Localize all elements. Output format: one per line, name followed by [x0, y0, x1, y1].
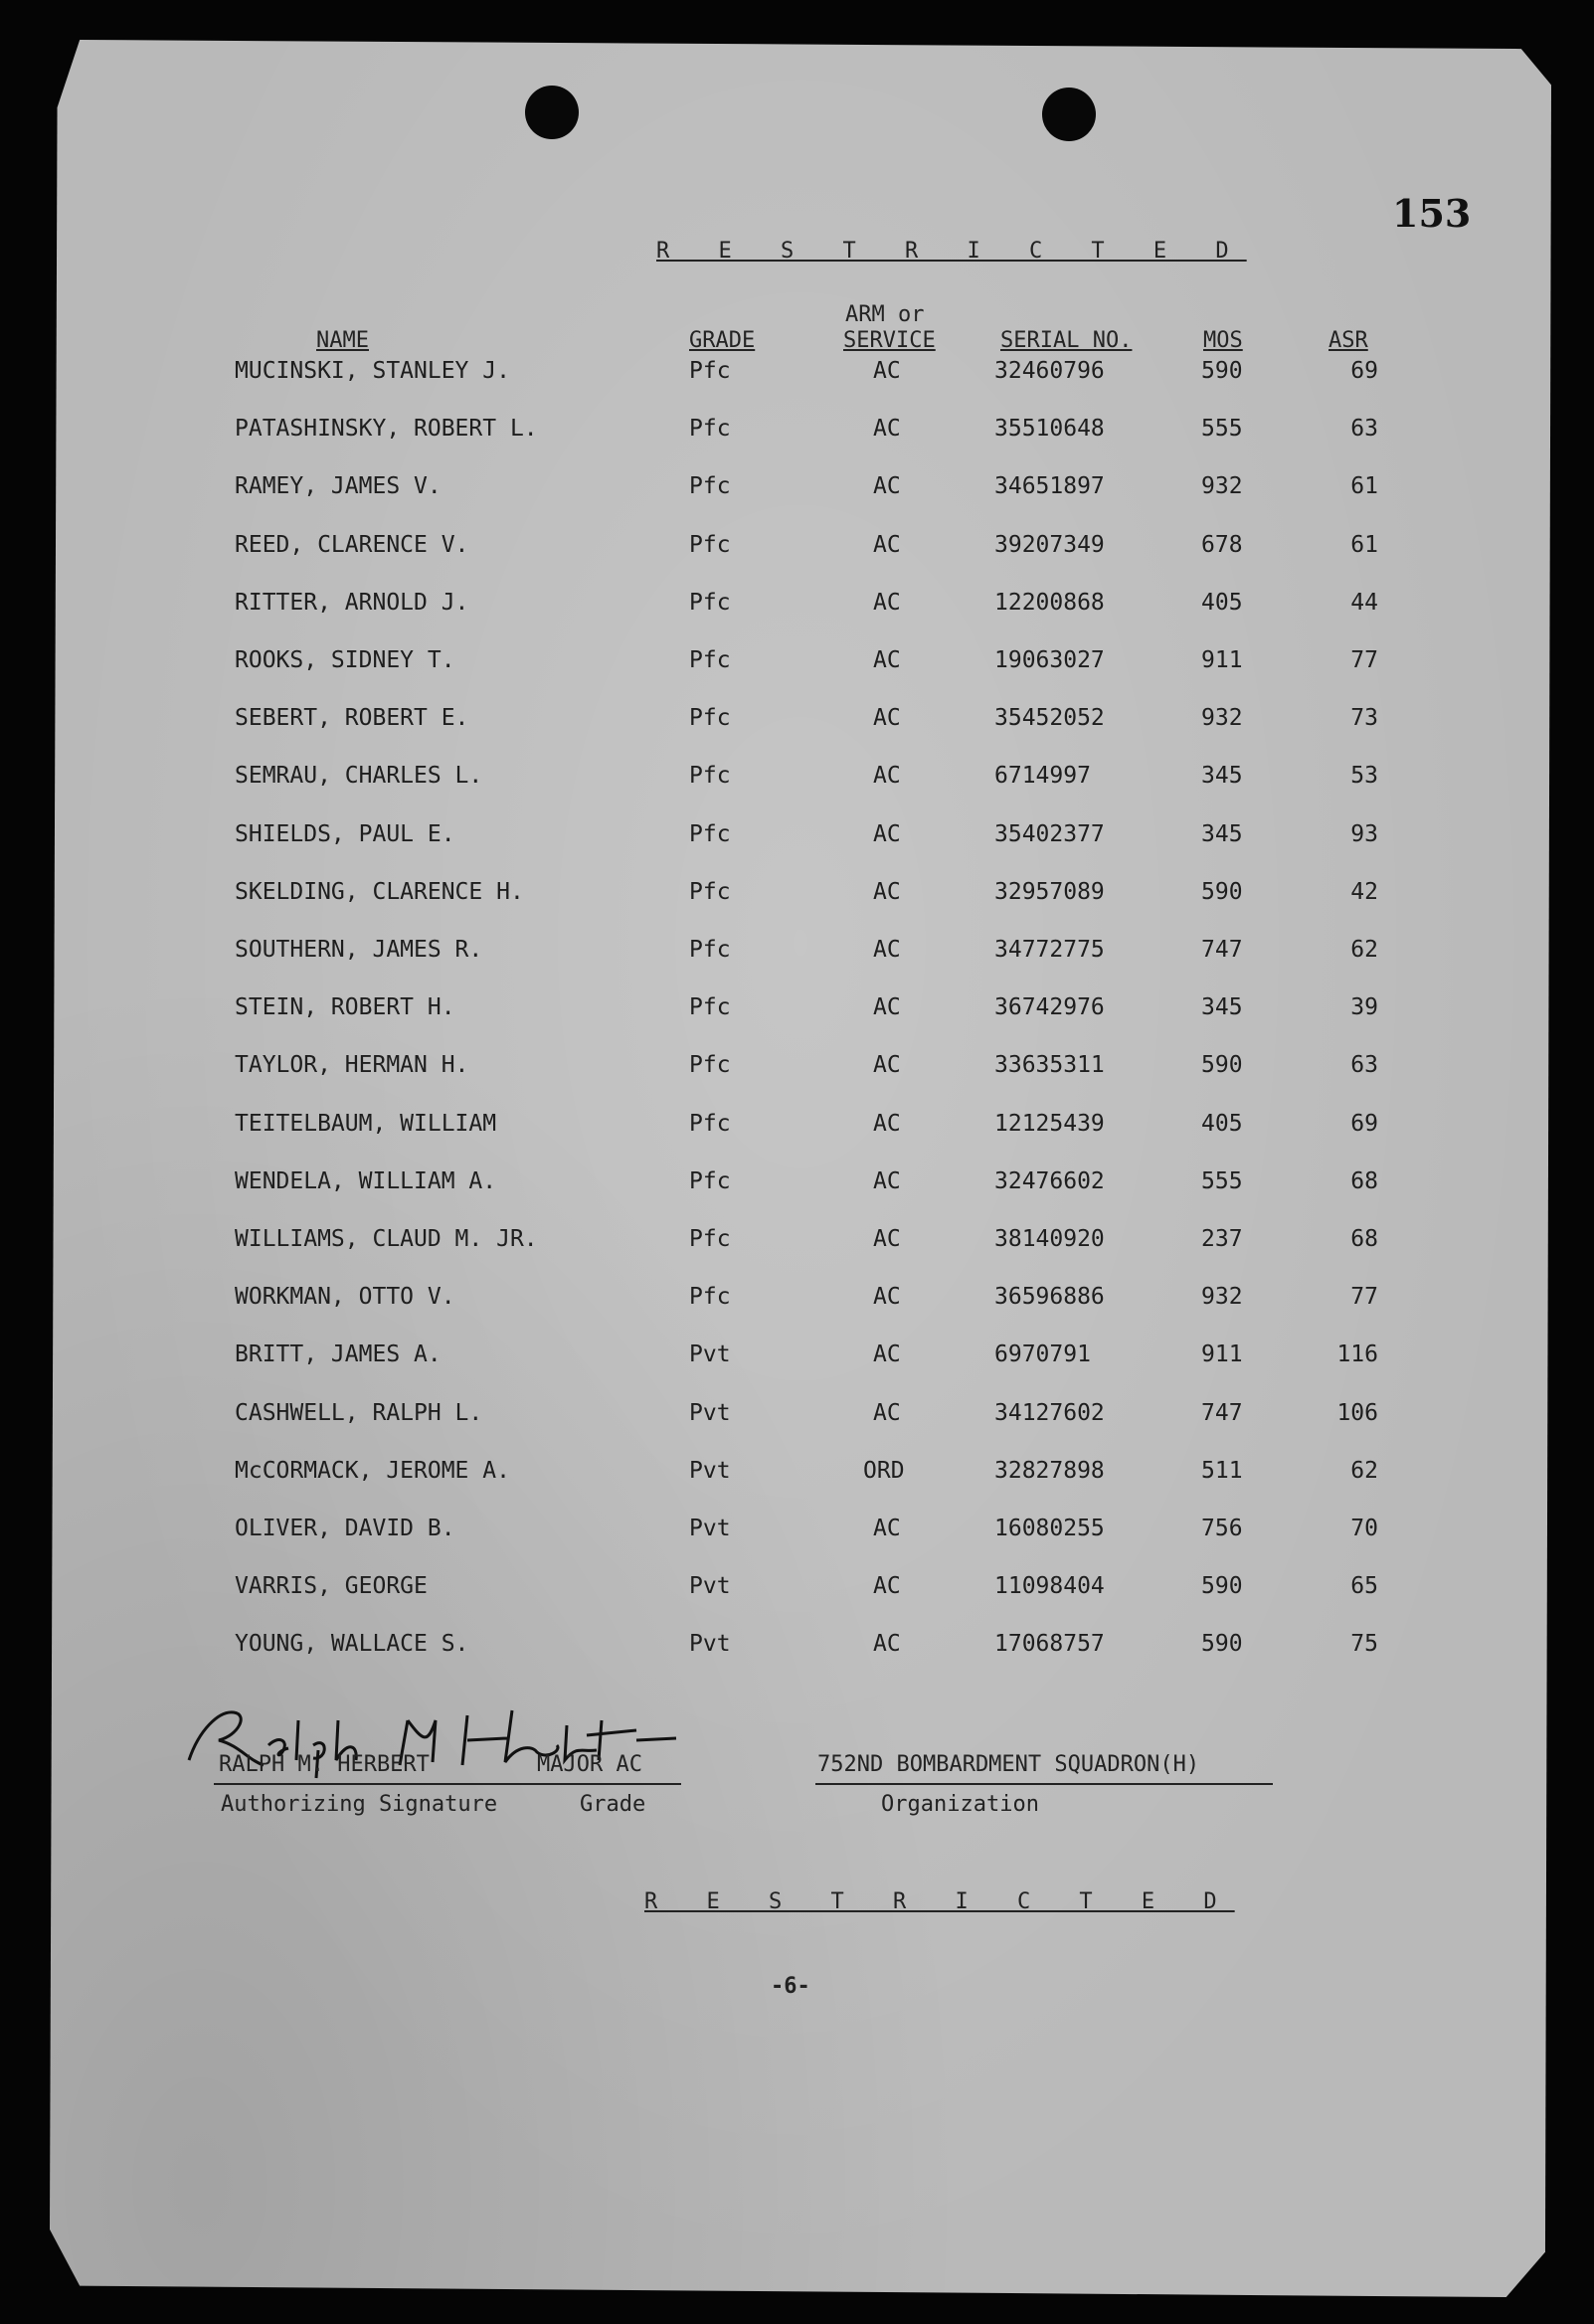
page-number: 153 [1392, 191, 1472, 236]
caption-organization: Organization [881, 1792, 1039, 1817]
row-22-arm: AC [873, 1573, 901, 1599]
row-7-mos: 932 [1201, 705, 1243, 731]
row-10-arm: AC [873, 879, 901, 905]
row-17-name: WORKMAN, OTTO V. [235, 1284, 455, 1310]
row-2-arm: AC [873, 416, 901, 442]
row-12-serial: 36742976 [994, 994, 1105, 1020]
row-21-arm: AC [873, 1516, 901, 1541]
row-2-grade: Pfc [689, 416, 731, 442]
caption-grade: Grade [580, 1792, 646, 1817]
row-4-grade: Pfc [689, 532, 731, 558]
row-17-mos: 932 [1201, 1284, 1243, 1310]
row-13-grade: Pfc [689, 1052, 731, 1078]
row-19-arm: AC [873, 1400, 901, 1426]
row-21-name: OLIVER, DAVID B. [235, 1516, 455, 1541]
row-18-mos: 911 [1201, 1341, 1243, 1367]
row-9-arm: AC [873, 821, 901, 847]
row-2-mos: 555 [1201, 416, 1243, 442]
row-13-serial: 33635311 [994, 1052, 1105, 1078]
row-3-name: RAMEY, JAMES V. [235, 473, 442, 499]
row-17-arm: AC [873, 1284, 901, 1310]
caption-authorizing-signature: Authorizing Signature [221, 1792, 498, 1817]
row-14-grade: Pfc [689, 1111, 731, 1137]
row-10-serial: 32957089 [994, 879, 1105, 905]
column-header-arm-line2: SERVICE [843, 328, 936, 353]
row-1-mos: 590 [1201, 358, 1243, 384]
row-5-serial: 12200868 [994, 590, 1105, 616]
row-12-grade: Pfc [689, 994, 731, 1020]
column-header-name: NAME [316, 328, 369, 353]
row-9-grade: Pfc [689, 821, 731, 847]
row-12-mos: 345 [1201, 994, 1243, 1020]
row-4-mos: 678 [1201, 532, 1243, 558]
row-14-serial: 12125439 [994, 1111, 1105, 1137]
row-16-name: WILLIAMS, CLAUD M. JR. [235, 1226, 538, 1252]
row-3-mos: 932 [1201, 473, 1243, 499]
row-7-name: SEBERT, ROBERT E. [235, 705, 469, 731]
row-10-name: SKELDING, CLARENCE H. [235, 879, 524, 905]
column-header-asr: ASR [1328, 328, 1368, 353]
row-3-serial: 34651897 [994, 473, 1105, 499]
column-header-serial: SERIAL NO. [1000, 328, 1133, 353]
row-14-arm: AC [873, 1111, 901, 1137]
row-1-serial: 32460796 [994, 358, 1105, 384]
row-16-arm: AC [873, 1226, 901, 1252]
row-12-arm: AC [873, 994, 901, 1020]
row-7-grade: Pfc [689, 705, 731, 731]
row-23-mos: 590 [1201, 1631, 1243, 1657]
row-23-arm: AC [873, 1631, 901, 1657]
row-9-mos: 345 [1201, 821, 1243, 847]
row-15-grade: Pfc [689, 1168, 731, 1194]
row-6-grade: Pfc [689, 647, 731, 673]
row-15-mos: 555 [1201, 1168, 1243, 1194]
row-11-grade: Pfc [689, 937, 731, 963]
signature-underline [214, 1783, 681, 1785]
organization-underline [815, 1783, 1273, 1785]
row-14-name: TEITELBAUM, WILLIAM [235, 1111, 497, 1137]
row-3-arm: AC [873, 473, 901, 499]
row-19-mos: 747 [1201, 1400, 1243, 1426]
row-6-name: ROOKS, SIDNEY T. [235, 647, 455, 673]
row-19-grade: Pvt [689, 1400, 731, 1426]
row-7-serial: 35452052 [994, 705, 1105, 731]
row-6-serial: 19063027 [994, 647, 1105, 673]
footer-page-number: -6- [771, 1974, 810, 1999]
row-17-serial: 36596886 [994, 1284, 1105, 1310]
row-18-arm: AC [873, 1341, 901, 1367]
row-15-name: WENDELA, WILLIAM A. [235, 1168, 497, 1194]
row-8-arm: AC [873, 763, 901, 789]
row-13-name: TAYLOR, HERMAN H. [235, 1052, 469, 1078]
row-20-name: McCORMACK, JEROME A. [235, 1458, 510, 1484]
row-15-arm: AC [873, 1168, 901, 1194]
row-23-grade: Pvt [689, 1631, 731, 1657]
row-22-serial: 11098404 [994, 1573, 1105, 1599]
row-12-name: STEIN, ROBERT H. [235, 994, 455, 1020]
row-18-name: BRITT, JAMES A. [235, 1341, 442, 1367]
row-18-grade: Pvt [689, 1341, 731, 1367]
row-11-mos: 747 [1201, 937, 1243, 963]
row-21-serial: 16080255 [994, 1516, 1105, 1541]
row-17-grade: Pfc [689, 1284, 731, 1310]
row-2-name: PATASHINSKY, ROBERT L. [235, 416, 538, 442]
column-header-mos: MOS [1203, 328, 1243, 353]
column-header-arm-line1: ARM or [845, 302, 925, 327]
row-8-mos: 345 [1201, 763, 1243, 789]
row-10-grade: Pfc [689, 879, 731, 905]
row-7-arm: AC [873, 705, 901, 731]
row-1-grade: Pfc [689, 358, 731, 384]
row-5-arm: AC [873, 590, 901, 616]
row-22-name: VARRIS, GEORGE [235, 1573, 428, 1599]
row-10-mos: 590 [1201, 879, 1243, 905]
row-9-serial: 35402377 [994, 821, 1105, 847]
row-13-arm: AC [873, 1052, 901, 1078]
row-13-mos: 590 [1201, 1052, 1243, 1078]
row-1-arm: AC [873, 358, 901, 384]
row-5-grade: Pfc [689, 590, 731, 616]
row-2-serial: 35510648 [994, 416, 1105, 442]
row-4-arm: AC [873, 532, 901, 558]
row-11-name: SOUTHERN, JAMES R. [235, 937, 483, 963]
row-21-grade: Pvt [689, 1516, 731, 1541]
row-16-grade: Pfc [689, 1226, 731, 1252]
row-19-name: CASHWELL, RALPH L. [235, 1400, 483, 1426]
row-1-name: MUCINSKI, STANLEY J. [235, 358, 510, 384]
row-11-arm: AC [873, 937, 901, 963]
row-16-mos: 237 [1201, 1226, 1243, 1252]
row-18-serial: 6970791 [994, 1341, 1091, 1367]
row-16-serial: 38140920 [994, 1226, 1105, 1252]
row-14-mos: 405 [1201, 1111, 1243, 1137]
row-22-mos: 590 [1201, 1573, 1243, 1599]
column-header-grade: GRADE [689, 328, 756, 353]
row-20-mos: 511 [1201, 1458, 1243, 1484]
row-5-name: RITTER, ARNOLD J. [235, 590, 469, 616]
row-4-serial: 39207349 [994, 532, 1105, 558]
row-23-serial: 17068757 [994, 1631, 1105, 1657]
punch-hole-right [1042, 88, 1096, 141]
row-9-name: SHIELDS, PAUL E. [235, 821, 455, 847]
row-4-name: REED, CLARENCE V. [235, 532, 469, 558]
row-8-serial: 6714997 [994, 763, 1091, 789]
row-6-arm: AC [873, 647, 901, 673]
row-5-mos: 405 [1201, 590, 1243, 616]
row-21-mos: 756 [1201, 1516, 1243, 1541]
row-20-arm: ORD [863, 1458, 905, 1484]
row-6-mos: 911 [1201, 647, 1243, 673]
row-20-serial: 32827898 [994, 1458, 1105, 1484]
organization-name: 752ND BOMBARDMENT SQUADRON(H) [817, 1752, 1200, 1777]
footer-restricted: R E S T R I C T E D [644, 1889, 1235, 1914]
header-restricted: R E S T R I C T E D [656, 239, 1247, 264]
row-8-grade: Pfc [689, 763, 731, 789]
row-15-serial: 32476602 [994, 1168, 1105, 1194]
row-11-serial: 34772775 [994, 937, 1105, 963]
punch-hole-left [525, 86, 579, 139]
row-19-serial: 34127602 [994, 1400, 1105, 1426]
typed-signer-grade: MAJOR AC [537, 1752, 642, 1777]
row-20-grade: Pvt [689, 1458, 731, 1484]
typed-signer-name: RALPH M. HERBERT [219, 1752, 430, 1777]
row-23-name: YOUNG, WALLACE S. [235, 1631, 469, 1657]
row-8-name: SEMRAU, CHARLES L. [235, 763, 483, 789]
row-3-grade: Pfc [689, 473, 731, 499]
row-22-grade: Pvt [689, 1573, 731, 1599]
